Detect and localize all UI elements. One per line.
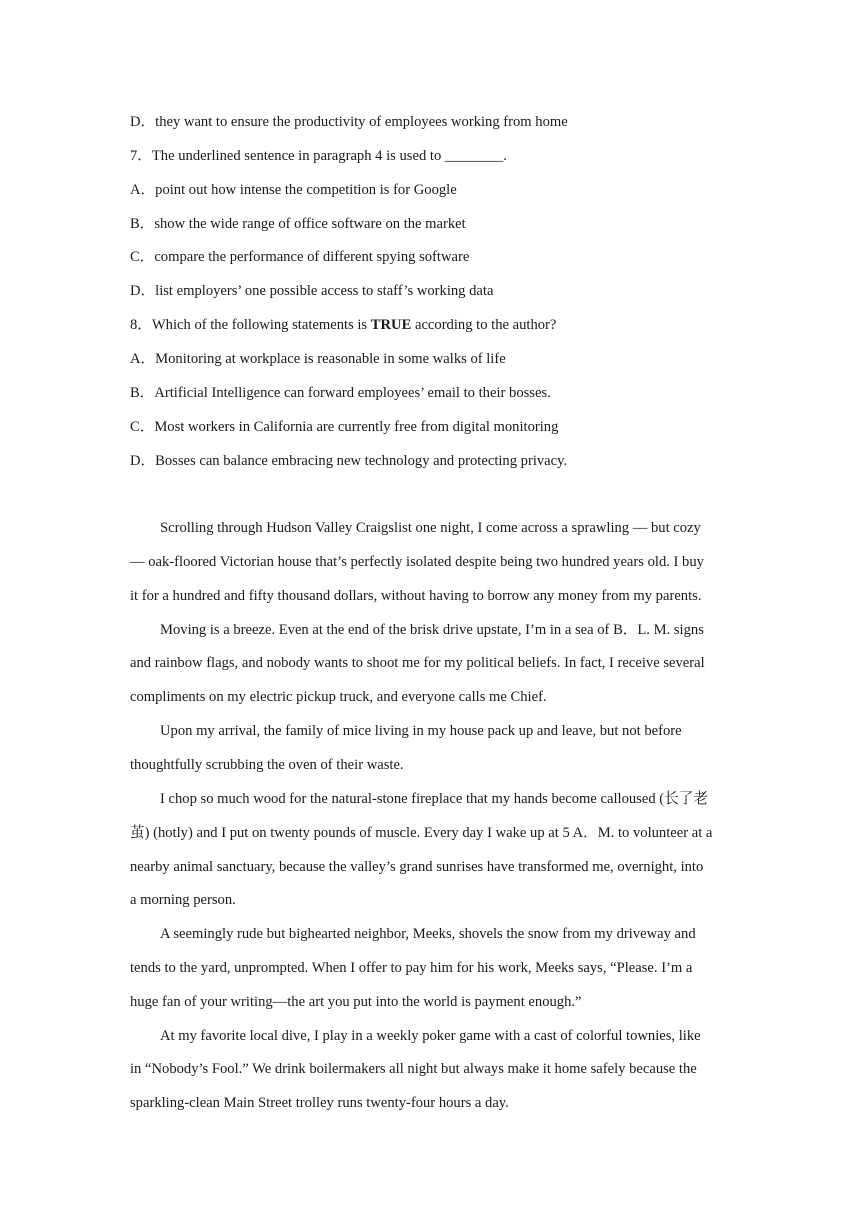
q8-option-c [130, 418, 558, 436]
q6-option-d [130, 113, 568, 131]
q8-stem-before: 8．Which of the following statements is [130, 317, 371, 333]
q7-option-a [130, 181, 457, 199]
q8-option-d [130, 452, 567, 470]
option-text: Artificial Intelligence can forward employees’ email to their bosses. [154, 385, 551, 401]
option-text: point out how intense the competition is for Google [155, 182, 457, 198]
passage-line: thoughtfully scrubbing the oven of their waste. [130, 757, 404, 773]
option-letter: C． [130, 419, 155, 435]
option-text: Most workers in California are currently free from digital monitoring [154, 419, 559, 435]
passage-line: Upon my arrival, the family of mice living in my house pack up and leave, but not before [160, 723, 682, 739]
option-letter: B． [130, 385, 155, 401]
option-text: they want to ensure the productivity of employees working from home [155, 114, 568, 130]
passage-line: nearby animal sanctuary, because the valley’s grand sunrises have transformed me, overnight, into [130, 859, 704, 875]
option-text: compare the performance of different spying software [154, 249, 470, 265]
passage-line: 茧) (hotly) and I put on twenty pounds of muscle. Every day I wake up at 5 A．M. to volunteer at a [130, 825, 713, 841]
q7-stem: 7．The underlined sentence in paragraph 4 is used to ________. [130, 148, 507, 164]
passage-line: I chop so much wood for the natural-stone fireplace that my hands become calloused (长了老 [160, 791, 708, 807]
option-letter: D． [130, 283, 156, 299]
passage-line: and rainbow flags, and nobody wants to shoot me for my political beliefs. In fact, I receive several [130, 655, 705, 671]
q8-option-a [130, 350, 506, 368]
passage-line: sparkling-clean Main Street trolley runs twenty-four hours a day. [130, 1095, 509, 1111]
option-letter: D． [130, 453, 156, 469]
option-text: Monitoring at workplace is reasonable in some walks of life [155, 351, 506, 367]
option-text: show the wide range of office software on the market [154, 216, 466, 232]
passage-line: it for a hundred and fifty thousand dollars, without having to borrow any money from my parents. [130, 588, 702, 604]
passage-line: huge fan of your writing—the art you put into the world is payment enough.” [130, 994, 582, 1010]
option-text: Bosses can balance embracing new technology and protecting privacy. [155, 453, 568, 469]
q8-stem-after: according to the author? [411, 317, 557, 333]
option-text: list employers’ one possible access to staff’s working data [155, 283, 494, 299]
option-letter: A． [130, 182, 156, 198]
option-letter: A． [130, 351, 156, 367]
option-letter: B． [130, 216, 155, 232]
q7-option-c [130, 248, 469, 266]
passage-line: Moving is a breeze. Even at the end of the brisk drive upstate, I’m in a sea of B．L. M. signs [160, 622, 704, 638]
passage-line: a morning person. [130, 892, 236, 908]
passage-line: in “Nobody’s Fool.” We drink boilermakers all night but always make it home safely because the [130, 1061, 697, 1077]
q8-stem-bold: TRUE [370, 317, 412, 333]
passage-line: A seemingly rude but bighearted neighbor, Meeks, shovels the snow from my driveway and [160, 926, 696, 942]
passage-line: Scrolling through Hudson Valley Craigslist one night, I come across a sprawling — but cozy [160, 520, 701, 536]
q8-stem [130, 316, 556, 334]
q8-option-b [130, 384, 551, 402]
option-letter: C． [130, 249, 155, 265]
passage-line: tends to the yard, unprompted. When I offer to pay him for his work, Meeks says, “Please. I’m a [130, 960, 693, 976]
option-letter: D． [130, 114, 156, 130]
passage-line: At my favorite local dive, I play in a weekly poker game with a cast of colorful townies, like [160, 1028, 701, 1044]
q7-option-d [130, 282, 493, 300]
q7-option-b [130, 215, 466, 233]
passage-line: — oak-floored Victorian house that’s perfectly isolated despite being two hundred years old. I buy [130, 554, 704, 570]
passage-line: compliments on my electric pickup truck, and everyone calls me Chief. [130, 689, 547, 705]
